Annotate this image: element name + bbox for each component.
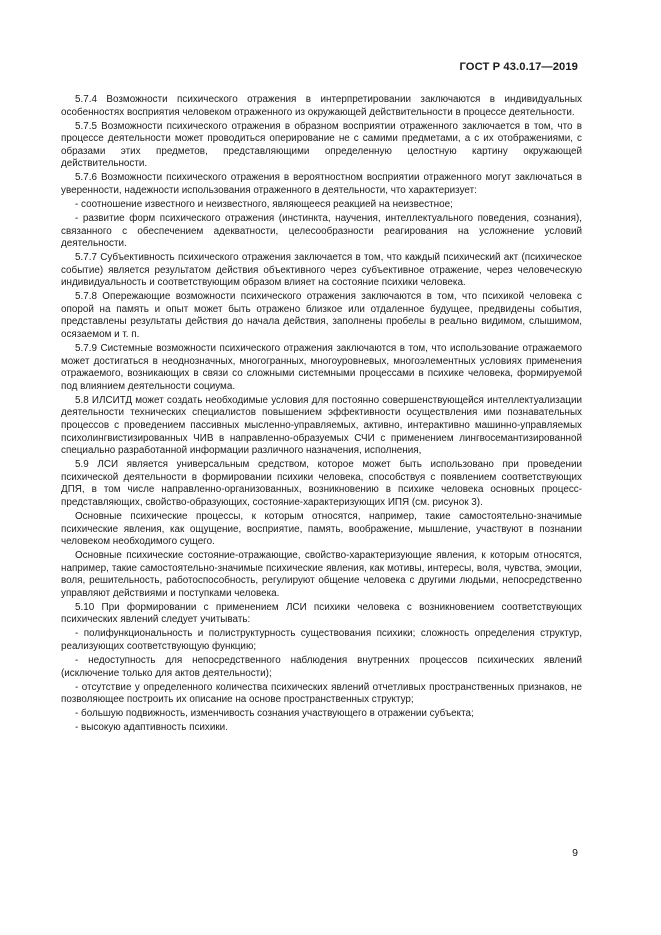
list-item: - развитие форм психического отражения (инстинкта, научения, интеллектуального поведения, сознания), связанного с обеспечением адекватности, целесообразности реагирования на усложнение условий деятельности. (61, 212, 582, 250)
list-item: - большую подвижность, изменчивость сознания участвующего в отражении субъекта; (75, 708, 474, 720)
page-number: 9 (572, 847, 578, 859)
paragraph-processes: Основные психические процессы, к которым относятся, например, такие самостоятельно-значимые психические явления, как ощущение, восприятие, память, воображение, мышление, участвуют в познании человеком необходимого сущего. (61, 510, 582, 548)
paragraph-5-7-6: 5.7.6 Возможности психического отражения в вероятностном восприятии отраженного могут заключаться в уверенности, надежности использования отраженного в деятельности, что характеризует: (61, 172, 582, 196)
paragraph-5-7-8: 5.7.8 Опережающие возможности психического отражения заключаются в том, что психикой человека с опорой на память и опыт может быть отражено близкое или отдаленное будущее, предвидены события, представлены результаты действия до начала действия, заполнены пробелы в реально видимом, слышимом, осязаемом и т. п. (61, 291, 582, 341)
paragraph-5-7-7: 5.7.7 Субъективность психического отражения заключается в том, что каждый психический акт (психическое событие) является результатом действия объективного через субъективное отражение, через человеческую индивидуальность и соответствующим образом влияет на состояние психики человека. (61, 252, 582, 289)
paragraph-states: Основные психические состояние-отражающие, свойство-характеризующие явления, к которым относятся, например, такие самостоятельно-значимые психические явления, как мотивы, интересы, воля, чувства, эмоции, воля, решительность, работоспособность, регулируют общение человека с другими людьми, непосредственно управляют действиями и поступками человека. (61, 550, 582, 599)
paragraph-5-10: 5.10 При формировании с применением ЛСИ психики человека с возникновением соответствующих психических явлений следует учитывать: (61, 601, 582, 626)
paragraph-5-7-9: 5.7.9 Системные возможности психического отражения заключаются в том, что использование отражаемого может достигаться в неоднозначных, многогранных, многоуровневых, многоэлементных условиях применения отражаемого, возникающих в связи со сложными системными процессами в психике человека, формируемой под влиянием деятельности социума. (61, 343, 582, 392)
list-item: - высокую адаптивность психики. (75, 722, 228, 734)
paragraph-5-9: 5.9 ЛСИ является универсальным средством, которое может быть использовано при проведении психической деятельности в формировании психики человека, способствуя с появлением соответствующих ДПЯ, в том числе направленно-организованных, возникновению в психике человека основных процесс-представляющих, свойство-образующих, состояние-характеризующих ИПЯ (см. рисунок 3). (61, 459, 582, 508)
document-body (61, 94, 582, 736)
paragraph-5-7-5: 5.7.5 Возможности психического отражения в образном восприятии отраженного заключается в том, что в процессе деятельности может проводиться оперирование не с самими предметами, а с их отображениями, с образами этих предметов, представляющими определенную целостную картину окружающей действительности. (61, 120, 582, 170)
document-header: ГОСТ Р 43.0.17—2019 (459, 61, 578, 73)
paragraph-5-7-4: 5.7.4 Возможности психического отражения в интерпретировании заключаются в индивидуальных особенностях восприятия человеком отраженного из окружающей действительности в процессе деятельности. (61, 94, 582, 118)
list-item: - отсутствие у определенного количества психических явлений отчетливых пространственных признаков, не позволяющее построить их описание на основе пространственных структур; (61, 681, 582, 706)
list-item: - полифункциональность и полиструктурность существования психики; сложность определения структур, реализующих соответствующую функцию; (61, 628, 582, 653)
list-item: - недоступность для непосредственного наблюдения внутренних процессов психических явлений (исключение только для актов деятельности); (61, 655, 582, 679)
list-item: - соотношение известного и неизвестного, являющееся реакцией на неизвестное; (75, 198, 453, 210)
paragraph-5-8: 5.8 ИЛСИТД может создать необходимые условия для постоянно совершенствующейся интеллектуализации деятельности технических специалистов повышением эффективности осуществления ими познавательных процессов с проведением пассивных мысленно-управляемых, активно, интерактивно машинно-управляемых психолингвистизированных ЧИВ в направленно-образуемых СЧИ с применением лингвосемантизированной специально разработанной информации различного назначения, исполнения, (61, 394, 582, 457)
